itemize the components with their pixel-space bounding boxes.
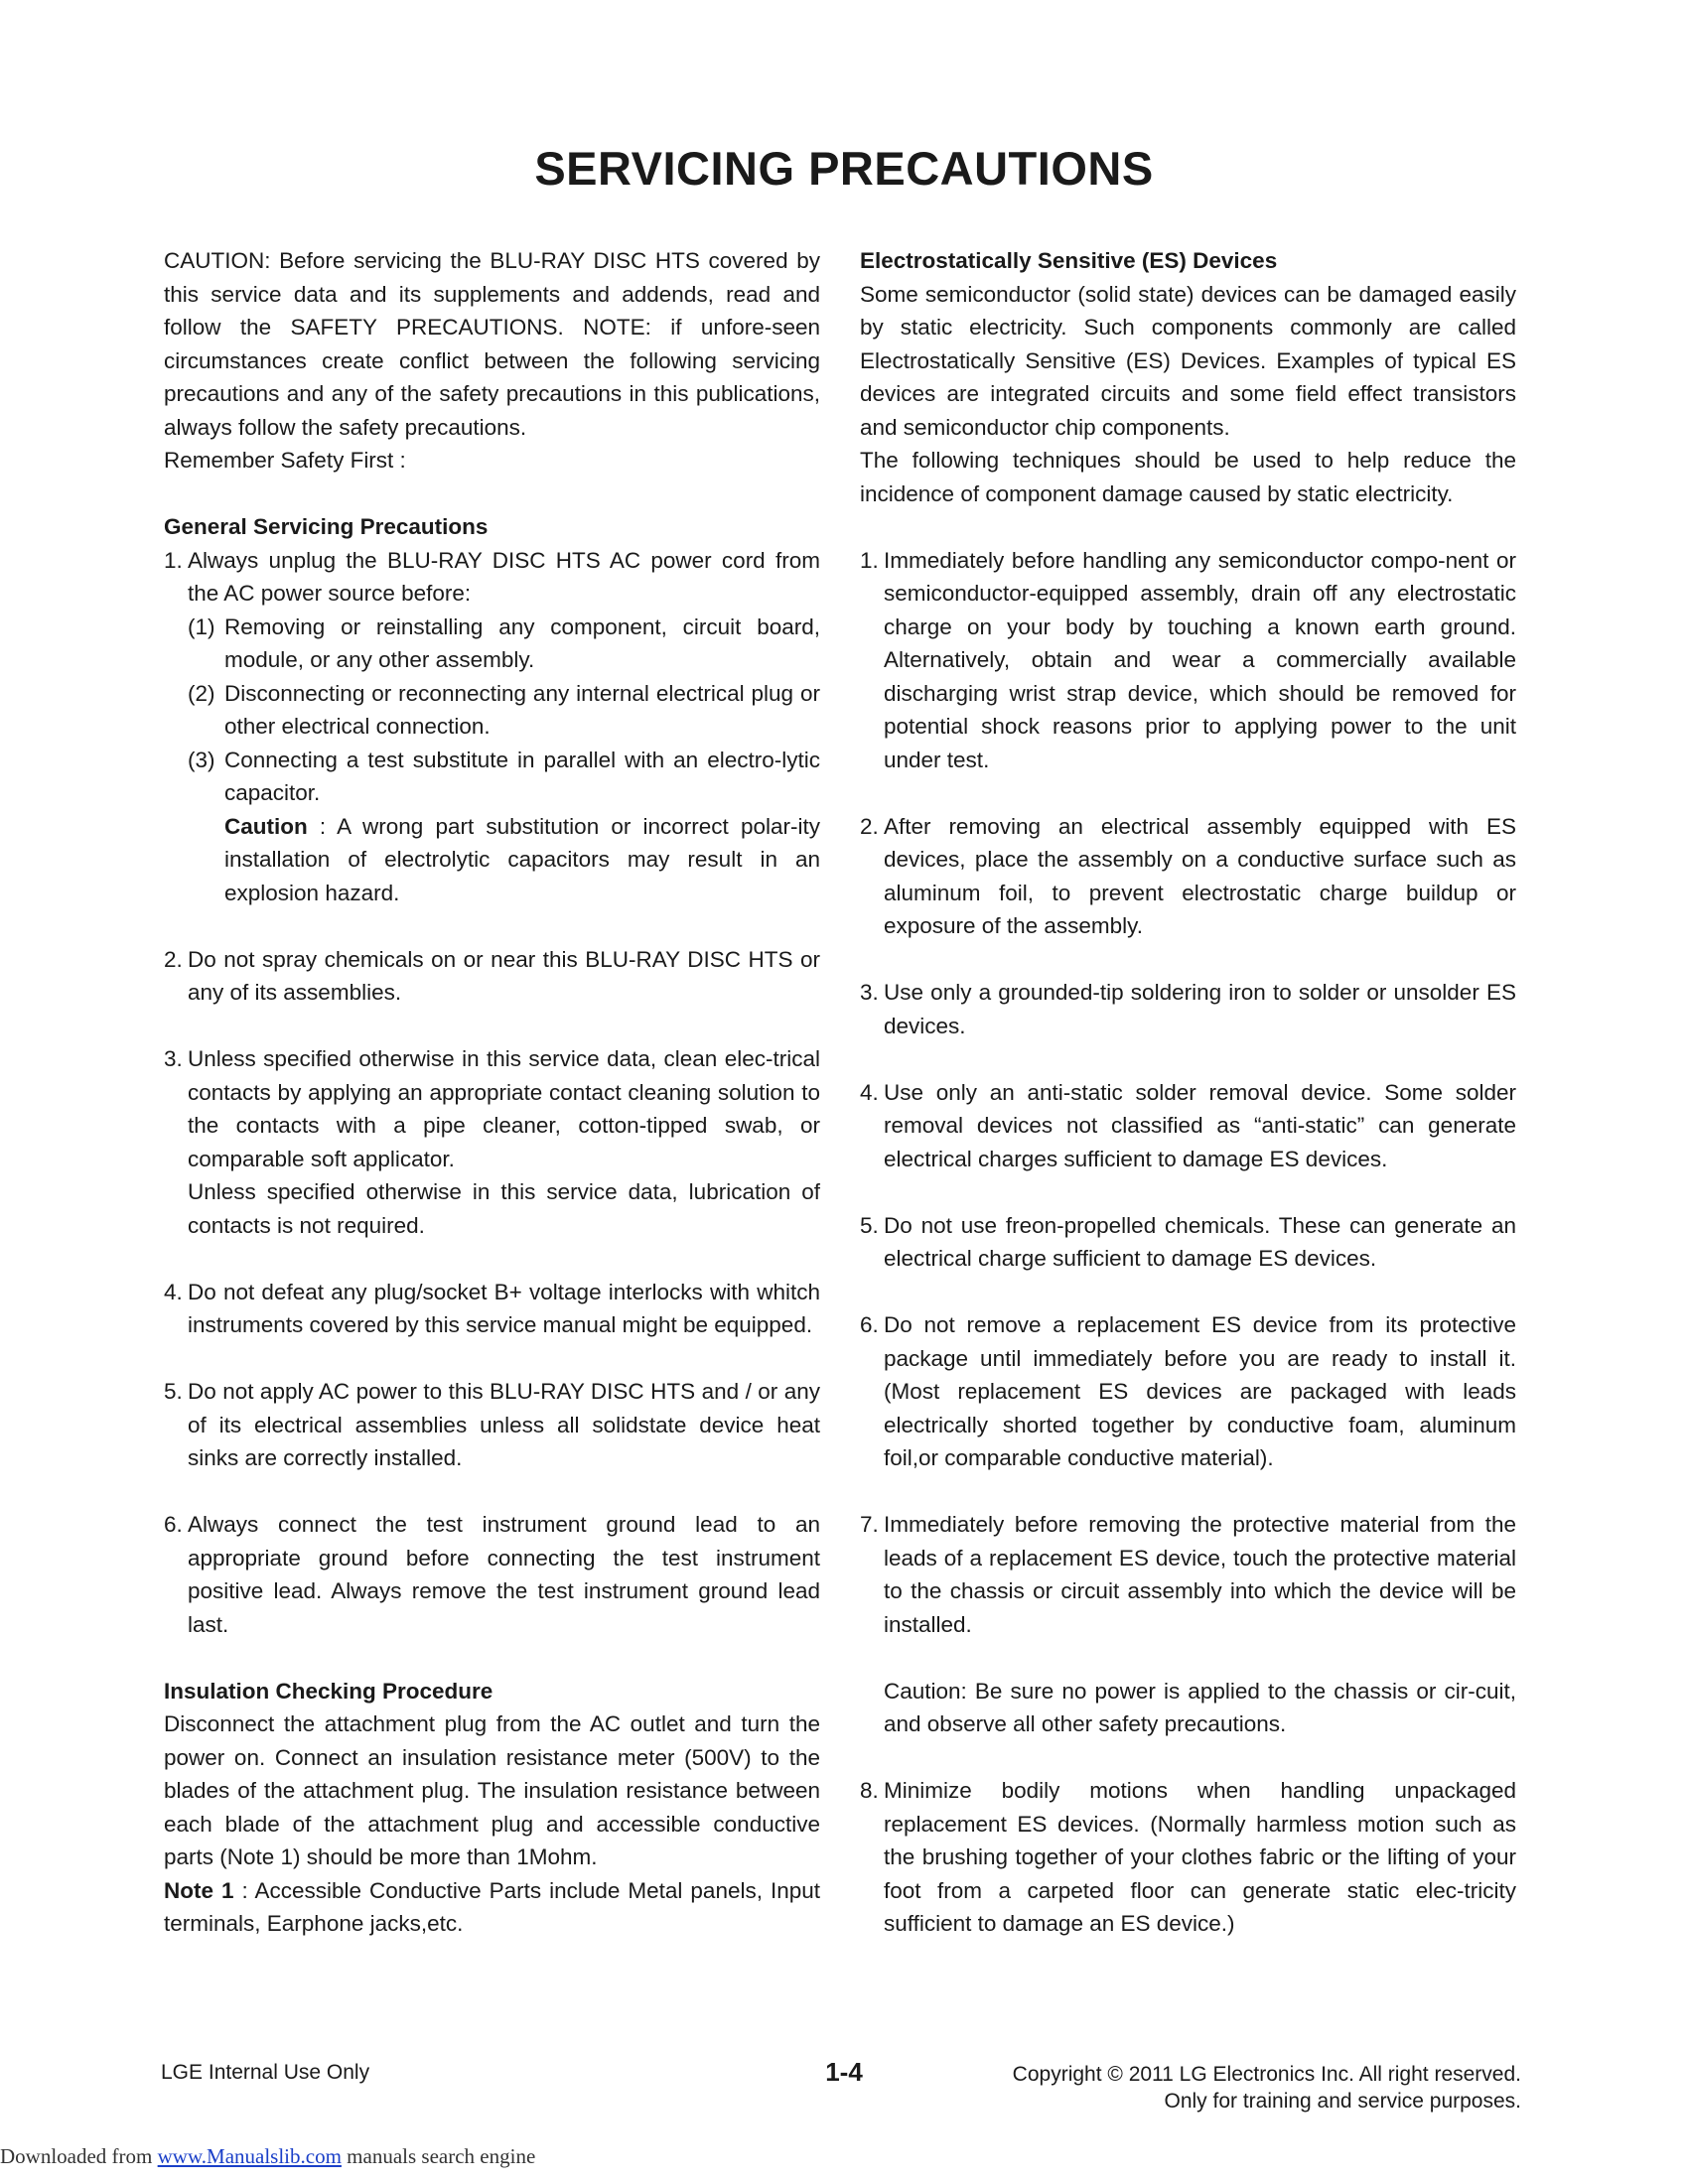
sub-item-3: (3) Connecting a test substitute in parallel with an electro-lytic capacitor. (188, 747, 820, 805)
es-item-7-caution: Caution: Be sure no power is applied to the chassis or cir-cuit, and observe all other safety precautions. (884, 1678, 1516, 1736)
general-item-2: 2. Do not spray chemicals on or near this BLU-RAY DISC HTS or any of its assemblies. (164, 946, 820, 1005)
es-item-1: 1. Immediately before handling any semiconductor compo-nent or semiconductor-equipped assembly, drain off any electrostatic charge on your body by touching a known earth ground. Alternatively, obtain and wear a commercially available discharging wrist strap device, which should be removed for potential shock reasons prior to applying power to the unit under test. (860, 547, 1516, 772)
sub-item-1: (1) Removing or reinstalling any component, circuit board, module, or any other assembly. (188, 614, 820, 672)
es-intro: Some semiconductor (solid state) devices can be damaged easily by static electricity. Such components commonly are called Electrostatically Sensitive (ES) Devices. Examples of typical ES devices are integrated circuits and some field effect transistors and semiconductor chip components. (860, 281, 1516, 440)
purpose-line: Only for training and service purposes. (1164, 2090, 1521, 2113)
es-item-3: 3. Use only a grounded-tip soldering iron to solder or unsolder ES devices. (860, 980, 1516, 1038)
copyright-line: Copyright © 2011 LG Electronics Inc. All right reserved. (1012, 2063, 1521, 2086)
general-item-6: 6. Always connect the test instrument ground lead to an appropriate ground before connecting the test instrument positive lead. Always remove the test instrument ground lead last. (164, 1512, 820, 1637)
es-intro-2: The following techniques should be used to help reduce the incidence of component damage caused by static electricity. (860, 448, 1516, 506)
download-source-line: Downloaded from www.Manualslib.com manuals search engine (0, 2144, 536, 2168)
es-item-5: 5. Do not use freon-propelled chemicals. These can generate an electrical charge sufficient to damage ES devices. (860, 1212, 1516, 1271)
right-column (860, 244, 1516, 1941)
es-item-4: 4. Use only an anti-static solder removal device. Some solder removal devices not classified as “anti-static” can generate electrical charges sufficient to damage ES devices. (860, 1079, 1516, 1171)
general-item-3: 3. Unless specified otherwise in this service data, clean elec-trical contacts by applying an appropriate contact cleaning solution to the contacts with a pipe cleaner, cotton-tipped swab, or comparable soft applicator. (164, 1046, 820, 1171)
insulation-heading: Insulation Checking Procedure (164, 1678, 493, 1704)
page-number: 1-4 (825, 2057, 863, 2087)
left-column (164, 244, 820, 1941)
es-heading: Electrostatically Sensitive (ES) Devices (860, 248, 1278, 273)
es-item-2: 2. After removing an electrical assembly equipped with ES devices, place the assembly on a conductive surface such as aluminum foil, to prevent electrostatic charge buildup or exposure of the assembly. (860, 813, 1516, 938)
page-title: SERVICING PRECAUTIONS (534, 142, 1154, 195)
sub-item-2: (2) Disconnecting or reconnecting any internal electrical plug or other electrical connection. (188, 680, 820, 739)
remember-line: Remember Safety First : (164, 448, 406, 473)
note-1: Note 1 : Accessible Conductive Parts include Metal panels, Input terminals, Earphone jacks,etc. (164, 1877, 821, 1936)
capacitor-caution: Caution : A wrong part substitution or incorrect polar-ity installation of electrolytic capacitors may result in an explosion hazard. (224, 813, 820, 905)
footer-copyright (1013, 2061, 1521, 2115)
caution-intro: CAUTION: Before servicing the BLU-RAY DISC HTS covered by this service data and its supplements and addends, read and follow the SAFETY PRECAUTIONS. NOTE: if unfore-seen circumstances create conflict between the following servicing precautions and any of the safety precautions in this publications, always follow the safety precautions. (164, 248, 820, 440)
es-item-8: 8. Minimize bodily motions when handling unpackaged replacement ES devices. (Normally harmless motion such as the brushing together of your clothes fabric or the lifting of your foot from a carpeted floor can generate static elec-tricity sufficient to damage an ES device.) (860, 1778, 1516, 1936)
general-item-1: 1. Always unplug the BLU-RAY DISC HTS AC power cord from the AC power source before: (164, 547, 820, 606)
general-item-3-lubrication: Unless specified otherwise in this service data, lubrication of contacts is not required. (188, 1179, 820, 1238)
general-item-5: 5. Do not apply AC power to this BLU-RAY DISC HTS and / or any of its electrical assemblies unless all solidstate device heat sinks are correctly installed. (164, 1379, 820, 1470)
general-heading: General Servicing Precautions (164, 514, 489, 539)
manualslib-link[interactable]: www.Manualslib.com (157, 2144, 342, 2168)
es-item-6: 6. Do not remove a replacement ES device from its protective package until immediately before you are ready to install it. (Most replacement ES devices are packaged with leads electrically shorted together by conductive foam, aluminum foil,or comparable conductive material). (860, 1312, 1516, 1470)
insulation-text: Disconnect the attachment plug from the AC outlet and turn the power on. Connect an insulation resistance meter (500V) to the blades of the attachment plug. The insulation resistance between each blade of the attachment plug and accessible conductive parts (Note 1) should be more than 1Mohm. (164, 1711, 820, 1869)
es-item-7: 7. Immediately before removing the protective material from the leads of a replacement ES device, touch the protective material to the chassis or circuit assembly into which the device will be installed. (860, 1512, 1516, 1637)
general-item-4: 4. Do not defeat any plug/socket B+ voltage interlocks with whitch instruments covered by this service manual might be equipped. (164, 1279, 820, 1337)
footer-internal-use: LGE Internal Use Only (161, 2061, 370, 2084)
